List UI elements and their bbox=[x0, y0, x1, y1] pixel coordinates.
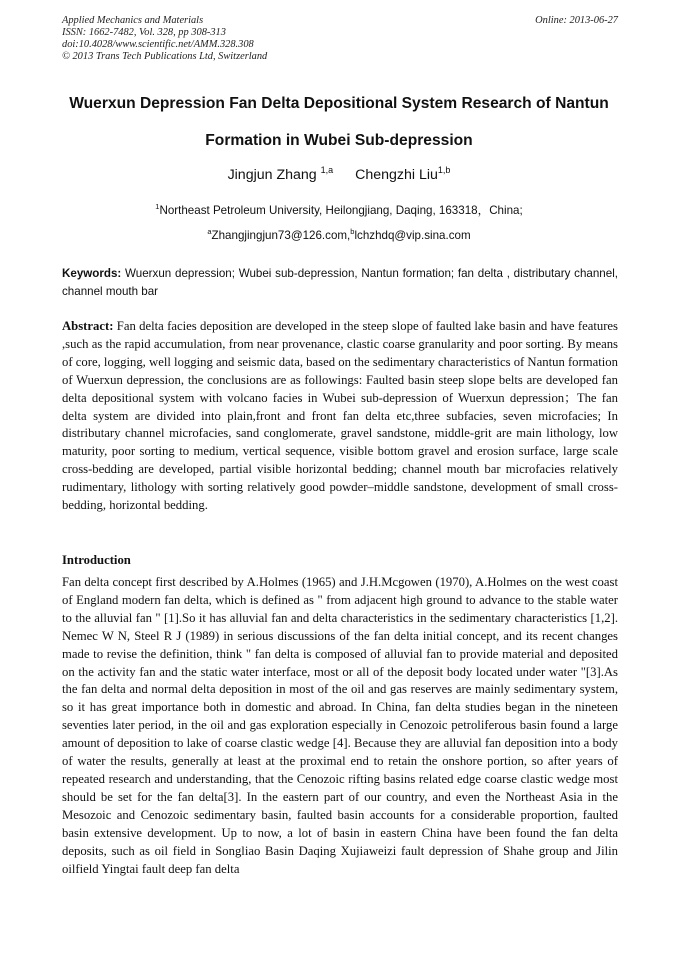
journal-header bbox=[62, 15, 618, 63]
keywords-label: Keywords: bbox=[62, 267, 122, 280]
introduction-text: Fan delta concept first described by A.Holmes (1965) and J.H.Mcgowen (1970), A.Holmes on the west coast of England modern fan delta, which is defined as " from adjacent high ground to advance to the stable water to the alluvial fan " [1].So it has alluvial fan and delta characteristics in the sedimentary characteristics [1,2]. Nemec W N, Steel R J (1989) in serious discussions of the fan delta initial concept, and its recent changes made to revise the definition, think " fan delta is composed of alluvial fan to provide material and deposited on the activity fan and the static water interface, most or all of the deposit body located under water "[3].As the fan delta and normal delta deposition in most of the oil and gas reserves are mainly sedimentary system, so it has great importance both in domestic and abroad. In China, fan delta studies began in the nineteen seventies later period, in the oil and gas exploration especially in Cenozoic petroliferous basin found a large amount of deposition to lake of coarse clastic wedge [4]. Because they are alluvial fan deposition into a body of water the results, generally at least at the proximal end to retain the onshore portion, so after years of repeated research and understanding, that the Cenozoic rifting basins related edge coarse clastic wedge most should be set for the fan delta[3]. In the eastern part of our country, and even the Northeast Asia in the Mesozoic and Cenozoic sedimentary basin, faulted basin accounts for a considerable proportion, faulted basin extensive development. Up to now, a lot of basin in eastern China have been found the fan delta deposits, such as oil field in Songliao Basin Daqing Xujiaweizi fault depression of Shahe group and Jilin oilfield Yingtai fault deep fan delta bbox=[62, 575, 618, 876]
author-emails bbox=[40, 228, 638, 244]
author-list bbox=[40, 165, 638, 185]
title-line-1: Wuerxun Depression Fan Delta Depositional System Research of Nantun bbox=[69, 95, 609, 112]
journal-name: Applied Mechanics and Materials bbox=[62, 15, 204, 26]
email-b: lchzhdq@vip.sina.com bbox=[354, 229, 471, 242]
email-a: Zhangjingjun73@126.com, bbox=[211, 229, 351, 242]
online-date: Online: 2013-06-27 bbox=[535, 15, 618, 26]
title-line-2: Formation in Wubei Sub-depression bbox=[205, 132, 473, 149]
issn-line: ISSN: 1662-7482, Vol. 328, pp 308-313 bbox=[62, 27, 226, 38]
abstract-block bbox=[62, 318, 618, 515]
author-affil-mark: 1,a bbox=[320, 165, 334, 175]
abstract-label: Abstract: bbox=[62, 319, 114, 333]
email-mark-b: b bbox=[350, 227, 355, 236]
author-name: Jingjun Zhang bbox=[227, 167, 317, 183]
doi-line: doi:10.4028/www.scientific.net/AMM.328.308 bbox=[62, 39, 254, 50]
email-mark-a: a bbox=[207, 227, 212, 236]
keywords-block bbox=[62, 265, 618, 301]
introduction-heading: Introduction bbox=[62, 553, 131, 567]
affiliation-text: Northeast Petroleum University, Heilongjiang, Daqing, 163318，China; bbox=[159, 204, 523, 217]
keywords-text: Wuerxun depression; Wubei sub-depression, Nantun formation; fan delta , distributary channel, channel mouth bar bbox=[62, 267, 618, 298]
paper-title bbox=[40, 85, 638, 159]
copyright-line: © 2013 Trans Tech Publications Ltd, Switzerland bbox=[62, 51, 268, 62]
author-name: Chengzhi Liu bbox=[355, 167, 438, 183]
affiliation bbox=[40, 203, 638, 219]
author-affil-mark: 1,b bbox=[437, 165, 451, 175]
affiliation-mark: 1 bbox=[155, 202, 160, 211]
abstract-text: Fan delta facies deposition are developed in the steep slope of faulted lake basin and have features ,such as the rapid accumulation, from near provenance, clastic coarse granularity and poor sorting. By means of core, logging, well logging and seismic data, based on the sedimentary characteristics of Nantun formation of Wuerxun depression, the conclusions are as followings: Faulted basin steep slope belts are developed fan delta depositional system with volcano facies in Wubei sub-depression of Wuerxun depression；The fan delta system are divided into plain,front and front fan delta etc,three subfacies, seven microfacies; In distributary channel microfacies, sand conglomerate, gravel sandstone, middle-grit are main lithology, low maturity, poor sorting to medium, vertical sequence, visible bottom gravel and erosion surface, large scale cross-bedding are developed, partial visible horizontal bedding; channel mouth bar microfacies relatively rudimentary, lithology with sorting relatively good powder–middle sandstone, development of small cross-bedding, horizontal bedding. bbox=[62, 319, 618, 513]
